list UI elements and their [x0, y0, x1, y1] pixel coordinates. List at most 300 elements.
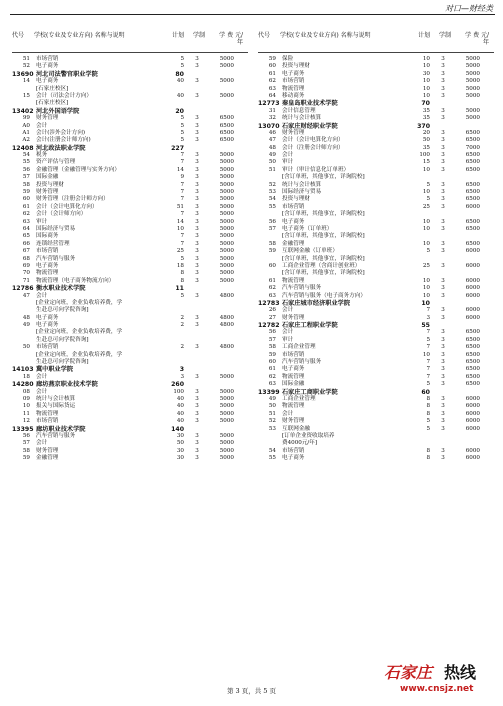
name-cell: 投资与理财: [282, 196, 310, 203]
name-cell: 电子商务: [282, 366, 305, 373]
name-cell: 移动商务: [282, 92, 305, 99]
name-cell: 衡水职业技术学院: [36, 285, 86, 293]
name-cell: 财务管理: [282, 418, 305, 425]
code-cell: A0: [22, 122, 30, 129]
header-code: 代号: [258, 32, 271, 39]
fee-cell: 6500: [465, 159, 480, 166]
years-cell: 3: [195, 292, 199, 299]
code-cell: 61: [268, 366, 276, 373]
years-cell: 3: [195, 166, 199, 173]
plan-cell: 3: [180, 373, 184, 380]
years-cell: 3: [441, 85, 445, 92]
name-cell: 汽车营销与服务: [282, 359, 322, 366]
years-cell: 3: [195, 159, 199, 166]
fee-cell: 4800: [219, 322, 234, 329]
fee-cell: 6500: [465, 381, 480, 388]
column-header: [12, 30, 248, 53]
table-row: [12, 448, 248, 455]
table-row: [258, 63, 494, 70]
code-cell: 56: [22, 432, 30, 439]
name-cell: 廊坊职业技术学院: [36, 425, 86, 433]
fee-cell: 4800: [219, 292, 234, 299]
years-cell: 3: [195, 270, 199, 277]
school-row: [258, 123, 494, 130]
plan-cell: 11: [175, 285, 184, 293]
name-cell: 金融管理（金融管理与实务方向）: [36, 166, 120, 173]
plan-cell: 7: [180, 240, 184, 247]
fee-cell: 5000: [219, 418, 234, 425]
fee-cell: 6500: [465, 181, 480, 188]
name-cell: 会计（注册会计师方向）: [282, 144, 344, 151]
fee-cell: 6500: [465, 166, 480, 173]
plan-cell: 18: [176, 262, 184, 269]
code-cell: 60: [268, 63, 276, 70]
code-cell: 69: [22, 262, 30, 269]
name-cell: [石家庄校区]: [36, 85, 69, 92]
code-cell: 47: [22, 292, 30, 299]
code-cell: 49: [22, 322, 30, 329]
plan-cell: 35: [422, 115, 430, 122]
years-cell: 3: [195, 395, 199, 402]
fee-cell: 5000: [219, 432, 234, 439]
name-cell: 市场营销: [36, 248, 59, 255]
fee-cell: 5000: [465, 63, 480, 70]
school-row: [12, 426, 248, 433]
fee-cell: 5000: [219, 395, 234, 402]
plan-cell: 20: [175, 107, 184, 115]
name-cell: 投资与理财: [282, 63, 310, 70]
table-row: [258, 278, 494, 285]
years-cell: 3: [195, 152, 199, 159]
years-cell: 3: [441, 410, 445, 417]
years-cell: 3: [195, 137, 199, 144]
name-cell: 电子商务: [282, 218, 305, 225]
years-cell: 3: [195, 403, 199, 410]
plan-cell: 30: [176, 455, 184, 462]
name-cell: 石家庄工程职业学院: [282, 322, 338, 330]
years-cell: 3: [441, 395, 445, 402]
plan-cell: 10: [422, 63, 430, 70]
code-cell: 67: [22, 248, 30, 255]
name-cell: 税务: [36, 152, 48, 159]
name-cell: 统计与会计核算: [282, 181, 322, 188]
table-row: [258, 329, 494, 336]
fee-cell: 7000: [465, 144, 480, 151]
plan-cell: 40: [176, 403, 184, 410]
years-cell: 3: [441, 181, 445, 188]
plan-cell: 10: [422, 78, 430, 85]
plan-cell: 5: [426, 425, 430, 432]
plan-cell: 70: [421, 100, 430, 108]
name-cell: 财务管理: [282, 129, 305, 136]
fee-cell: 6500: [465, 329, 480, 336]
code-cell: 64: [268, 92, 276, 99]
years-cell: 3: [441, 115, 445, 122]
name-cell: 河北外国语学院: [36, 107, 80, 115]
name-cell: [含订单班，其他事宜，详询院校]: [282, 255, 365, 262]
plan-cell: 8: [426, 395, 430, 402]
code-cell: 14280: [12, 381, 34, 389]
plan-cell: 50: [422, 137, 430, 144]
table-row: [258, 426, 494, 433]
code-cell: 31: [268, 107, 276, 114]
plan-cell: 5: [426, 181, 430, 188]
years-cell: 3: [441, 129, 445, 136]
fee-cell: 5000: [219, 196, 234, 203]
table-row: [258, 352, 494, 359]
plan-cell: 8: [426, 410, 430, 417]
code-cell: 64: [22, 225, 30, 232]
plan-cell: 14: [176, 166, 184, 173]
years-cell: 3: [441, 262, 445, 269]
plan-cell: 20: [422, 129, 430, 136]
fee-cell: 5000: [219, 225, 234, 232]
name-cell: [订单企业资收取培养: [282, 432, 335, 439]
name-cell: [含订单班，其他事宜，详询院校]: [282, 233, 365, 240]
name-cell: 会计(注册会计师方向): [36, 137, 91, 144]
fee-cell: 6500: [465, 240, 480, 247]
plan-cell: 10: [422, 277, 430, 284]
years-cell: 3: [441, 277, 445, 284]
plan-cell: 10: [422, 85, 430, 92]
code-cell: 62: [268, 285, 276, 292]
name-cell: 审计（审计信息化订单班）: [282, 166, 350, 173]
school-row: [258, 322, 494, 329]
header-name: 学校(专业及专业方向) 名称与说明: [34, 32, 125, 39]
plan-cell: 7: [180, 196, 184, 203]
plan-cell: 3: [426, 314, 430, 321]
page-header: [0, 0, 503, 16]
fee-cell: 4800: [219, 344, 234, 351]
code-cell: 66: [22, 240, 30, 247]
name-cell: 生赴总可向学院咨询]: [36, 359, 89, 366]
column-header: [258, 30, 494, 53]
table-row: [258, 145, 494, 152]
plan-cell: 80: [175, 70, 184, 78]
name-cell: 会计: [36, 440, 48, 447]
code-cell: 48: [22, 314, 30, 321]
name-cell: 市场营销: [282, 203, 305, 210]
years-cell: 3: [441, 78, 445, 85]
name-cell: 汽车营销与服务: [282, 285, 322, 292]
code-cell: 50: [22, 344, 30, 351]
table-row: [258, 196, 494, 203]
plan-cell: 5: [426, 196, 430, 203]
plan-cell: 40: [176, 78, 184, 85]
table-row: [12, 455, 248, 462]
name-cell: 工商企业管理（含商计创业班）: [282, 262, 361, 269]
table-row: [258, 448, 494, 455]
fee-cell: 5000: [219, 92, 234, 99]
code-cell: 52: [268, 418, 276, 425]
table-row: [258, 174, 494, 181]
name-cell: [含订单班，其他事宜，详询院校]: [282, 174, 365, 181]
plan-cell: 10: [176, 225, 184, 232]
fee-cell: 5000: [219, 262, 234, 269]
code-cell: 15: [22, 92, 30, 99]
plan-cell: 10: [422, 225, 430, 232]
plan-cell: 14: [176, 218, 184, 225]
code-cell: 47: [268, 137, 276, 144]
code-cell: 09: [22, 395, 30, 402]
plan-cell: 100: [419, 152, 430, 159]
years-cell: 3: [195, 129, 199, 136]
code-cell: 62: [22, 211, 30, 218]
years-cell: 3: [441, 189, 445, 196]
code-cell: 46: [268, 129, 276, 136]
name-cell: 汽车营销与服务: [36, 255, 76, 262]
plan-cell: 25: [176, 248, 184, 255]
name-cell: 国际经济与贸易: [282, 189, 322, 196]
years-cell: 3: [441, 292, 445, 299]
watermark-brand: 石家庄: [384, 663, 433, 682]
years-cell: 3: [195, 344, 199, 351]
name-cell: 财务管理: [36, 447, 59, 454]
plan-cell: 10: [422, 189, 430, 196]
name-cell: 物流管理: [36, 270, 59, 277]
fee-cell: 5000: [219, 255, 234, 262]
years-cell: 3: [195, 240, 199, 247]
table-row: [12, 248, 248, 255]
name-cell: 石家庄工商职业学院: [282, 388, 338, 396]
fee-cell: 6500: [219, 115, 234, 122]
code-cell: 32: [268, 115, 276, 122]
code-cell: 61: [268, 70, 276, 77]
watermark-hot: 热线: [444, 663, 477, 682]
fee-cell: 5000: [219, 270, 234, 277]
code-cell: 50: [268, 159, 276, 166]
name-cell: 财务管理（注册会计师方向）: [36, 196, 109, 203]
name-cell: 生赴总可向学院咨询]: [36, 307, 89, 314]
years-cell: 3: [441, 307, 445, 314]
code-cell: 59: [22, 455, 30, 462]
table-row: [12, 182, 248, 189]
right-column: [258, 30, 494, 462]
plan-cell: 100: [173, 388, 184, 395]
header-rule: [10, 14, 495, 15]
plan-cell: 5: [180, 122, 184, 129]
fee-cell: 6500: [465, 196, 480, 203]
fee-cell: 4800: [219, 314, 234, 321]
code-cell: 14103: [12, 366, 34, 374]
plan-cell: 8: [180, 270, 184, 277]
fee-cell: 5000: [465, 70, 480, 77]
years-cell: 3: [195, 440, 199, 447]
header-fee: 学 费 元/年: [219, 32, 243, 46]
name-cell: 工商企业管理: [282, 344, 316, 351]
plan-cell: 8: [426, 447, 430, 454]
table-row: [258, 455, 494, 462]
table-row: [258, 293, 494, 300]
fee-cell: 5000: [219, 440, 234, 447]
name-cell: 审计: [282, 159, 294, 166]
code-cell: 12783: [258, 299, 280, 307]
plan-cell: 5: [180, 137, 184, 144]
name-cell: 汽车营销与服务: [36, 432, 76, 439]
plan-cell: 2: [180, 314, 184, 321]
table-row: [258, 137, 494, 144]
school-row: [12, 366, 248, 373]
plan-cell: 227: [171, 144, 184, 152]
table-row: [258, 307, 494, 314]
years-cell: 3: [195, 314, 199, 321]
table-row: [12, 307, 248, 314]
school-row: [12, 145, 248, 152]
table-row: [12, 293, 248, 300]
fee-cell: 6500: [465, 129, 480, 136]
page-title: 对口—财经类: [445, 4, 493, 13]
fee-cell: 5000: [219, 159, 234, 166]
years-cell: 3: [441, 403, 445, 410]
code-cell: 54: [22, 152, 30, 159]
name-cell: 会计: [36, 388, 48, 395]
plan-cell: 10: [422, 92, 430, 99]
plan-cell: 15: [422, 159, 430, 166]
fee-cell: 6500: [465, 218, 480, 225]
name-cell: 电子商务: [282, 455, 305, 462]
fee-cell: 6500: [465, 189, 480, 196]
code-cell: 54: [268, 447, 276, 454]
plan-cell: 3: [179, 366, 184, 374]
fee-cell: 5000: [219, 211, 234, 218]
years-cell: 3: [195, 122, 199, 129]
plan-cell: 30: [176, 432, 184, 439]
fee-cell: 6000: [465, 307, 480, 314]
code-cell: 10: [22, 403, 30, 410]
name-cell: 河北司法警官职业学院: [36, 70, 98, 78]
fee-cell: 5000: [219, 447, 234, 454]
table-row: [12, 123, 248, 130]
code-cell: 56: [268, 218, 276, 225]
fee-cell: 6000: [465, 277, 480, 284]
fee-cell: 6500: [465, 344, 480, 351]
plan-cell: 5: [426, 336, 430, 343]
code-cell: 51: [268, 410, 276, 417]
plan-cell: 10: [422, 218, 430, 225]
table-row: [12, 344, 248, 351]
fee-cell: 6000: [465, 425, 480, 432]
name-cell: 市场营销: [36, 418, 59, 425]
years-cell: 3: [441, 336, 445, 343]
name-cell: 汽车营销与服务（电子商务方向）: [282, 292, 366, 299]
name-cell: 会计（司法会计方向）: [36, 92, 92, 99]
code-cell: 65: [22, 233, 30, 240]
table-row: [258, 344, 494, 351]
table-row: [258, 315, 494, 322]
school-row: [258, 300, 494, 307]
years-cell: 3: [195, 218, 199, 225]
plan-cell: 40: [176, 92, 184, 99]
code-cell: 52: [22, 63, 30, 70]
years-cell: 3: [441, 218, 445, 225]
name-cell: 资产评估与管理: [36, 159, 76, 166]
plan-cell: 7: [426, 366, 430, 373]
code-cell: 59: [268, 56, 276, 62]
table-row: [12, 115, 248, 122]
code-cell: A2: [22, 137, 30, 144]
years-cell: 3: [441, 225, 445, 232]
code-cell: 55: [268, 203, 276, 210]
plan-cell: 30: [422, 70, 430, 77]
code-cell: 12782: [258, 322, 280, 330]
code-cell: 59: [22, 189, 30, 196]
years-cell: 3: [195, 455, 199, 462]
code-cell: 61: [22, 203, 30, 210]
years-cell: 3: [195, 432, 199, 439]
plan-cell: 5: [426, 418, 430, 425]
table-row: [258, 78, 494, 85]
name-cell: 会计: [282, 152, 294, 159]
table-row: [12, 137, 248, 144]
name-cell: 市场营销: [36, 344, 59, 351]
years-cell: 3: [441, 329, 445, 336]
plan-cell: 2: [180, 344, 184, 351]
name-cell: 冀中职业学院: [36, 366, 74, 374]
plan-cell: 7: [180, 233, 184, 240]
table-row: [258, 270, 494, 277]
plan-cell: 10: [422, 56, 430, 62]
code-cell: 63: [268, 292, 276, 299]
fee-cell: 5000: [219, 403, 234, 410]
code-cell: 58: [22, 447, 30, 454]
fee-cell: 5000: [465, 107, 480, 114]
plan-cell: 5: [180, 63, 184, 70]
table-row: [258, 152, 494, 159]
fee-cell: 5000: [219, 373, 234, 380]
header-years: 学制: [193, 32, 206, 39]
table-row: [12, 329, 248, 336]
code-cell: 14: [22, 78, 30, 85]
table-row: [12, 100, 248, 107]
name-cell: 会计信息管理: [282, 107, 316, 114]
years-cell: 3: [441, 144, 445, 151]
fee-cell: 6500: [465, 366, 480, 373]
code-cell: 51: [268, 166, 276, 173]
plan-cell: 35: [422, 144, 430, 151]
fee-cell: 6500: [219, 122, 234, 129]
years-cell: 3: [195, 418, 199, 425]
plan-cell: 50: [176, 440, 184, 447]
plan-cell: 25: [422, 262, 430, 269]
years-cell: 3: [195, 447, 199, 454]
name-cell: 物流管理: [282, 277, 305, 284]
table-row: [12, 278, 248, 285]
years-cell: 3: [441, 447, 445, 454]
table-row: [258, 115, 494, 122]
years-cell: 3: [441, 425, 445, 432]
plan-cell: 7: [426, 373, 430, 380]
fee-cell: 5000: [219, 410, 234, 417]
code-cell: A1: [22, 129, 30, 136]
fee-cell: 5000: [219, 166, 234, 173]
years-cell: 3: [195, 174, 199, 181]
code-cell: 26: [268, 307, 276, 314]
code-cell: 57: [268, 336, 276, 343]
table-row: [258, 381, 494, 388]
watermark-url: www.cnsjz.net: [400, 684, 474, 694]
left-column: [12, 30, 248, 462]
name-cell: [石家庄校区]: [36, 100, 69, 107]
plan-cell: 8: [426, 403, 430, 410]
name-cell: 财务管理: [36, 115, 59, 122]
name-cell: 统计与会计核算: [36, 395, 76, 402]
years-cell: 3: [195, 262, 199, 269]
table-row: [258, 182, 494, 189]
name-cell: 会计（会计电算化方向）: [36, 203, 98, 210]
fee-cell: 5000: [219, 233, 234, 240]
right-table-body: [258, 56, 494, 462]
table-row: [12, 174, 248, 181]
